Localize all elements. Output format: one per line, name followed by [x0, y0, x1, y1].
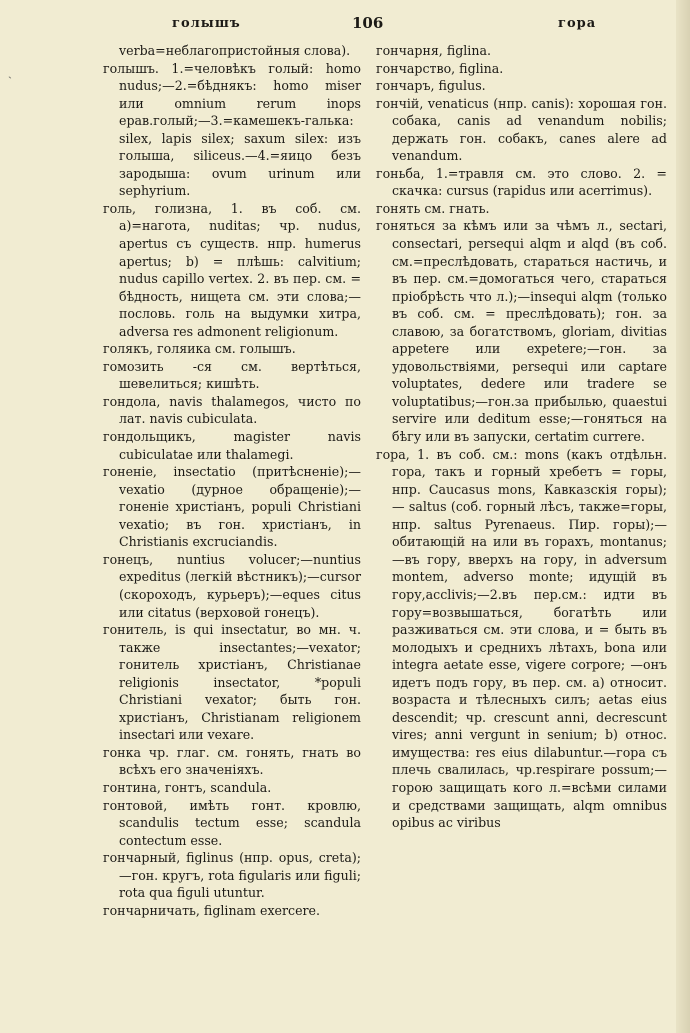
dictionary-entry: голякъ, голяика см. голышъ. [103, 341, 296, 357]
running-head-right: гора [558, 16, 597, 31]
dictionary-entry: гора, 1. въ соб. см.: mons (какъ отдѣльн. гора, такъ и горный хребетъ = горы, нпр. Caucasus mons, Кавказскія горы); — saltus (соб. горный лѣсъ, также=горы, нпр. saltus Pyrenaeus. Пир. горы);—обитающій на или въ горахъ, montanus;—въ гору, вверхъ на гору, in adversum montem, adverso monte; идущій въ гору,acclivis;—2.въ пер.см.: идти въ гору=возвышаться, богатѣть или разживаться см. эти слова, и = быть въ молодыхъ и среднихъ лѣтахъ, bona или integra aetate esse, vigere corpore; —онъ идетъ подъ гору, въ пер. см. a) относит. возраста и тѣлесныхъ силъ; aetas eius descendit; чр. crescunt anni, decrescunt vires; anni vergunt in senium; b) относ. имущества: res eius dilabuntur.—гора съ плечь свалилась, чр.respirare possum;—горою защищать кого л.=всѣми силами и средствами защищать, alqm omnibus opibus ac viribus [376, 446, 667, 831]
dictionary-entry: гоняться за кѣмъ или за чѣмъ л., sectari, consectari, persequi alqm и alqd (въ соб. см.=преслѣдовать, стараться настичь, и въ пер. см.=домогаться чего, стараться пріобрѣсть что л.);—insequi alqm (только въ соб. см. = преслѣдовать); гон. за славою, за богатствомъ, gloriam, divitias appetere или expetere;—гон. за удовольствіями, persequi или captare voluptates, dedere или tradere se voluptatibus;—гон.за прибылью, quaestui servire или deditum esse;—гоняться на бѣгу или въ запуски, certatim currere. [376, 218, 667, 445]
dictionary-entry: гонтина, гонтъ, scandula. [103, 779, 272, 795]
dictionary-entry: гонтовой, имѣть гонт. кровлю, scandulis tectum esse; scandula contectum esse. [103, 797, 361, 848]
dictionary-entry: гончаръ, figulus. [376, 78, 486, 94]
dictionary-entry: голышъ. 1.=человѣкъ голый: homo nudus;—2.=бѣднякъ: homo miser или omnium rerum inops ерав.голый;—3.=камешекъ-галька: silex, lapis silex; saxum silex: изъ голыша, siliceus.—4.=яицо безъ зародыша: ovum urinum или sephyrium. [103, 60, 361, 199]
dictionary-entry: гомозить -ся см. вертѣться, шевелиться; кишѣть. [103, 358, 361, 392]
dictionary-entry: гондола, navis thalamegos, чисто по лат. navis cubiculata. [103, 393, 361, 427]
dictionary-entry: гончарничать, figlinam exercere. [103, 902, 321, 918]
dictionary-entry: гонять см. гнать. [376, 200, 490, 216]
running-head-left: голышъ [172, 16, 241, 31]
margin-mark: ˎ [8, 65, 12, 79]
dictionary-entry: гончій, venaticus (нпр. canis): хорошая гон. собака, canis ad venandum nobilis; держать гон. собакъ, canes alere ad venandum. [376, 95, 667, 164]
left-column [103, 42, 361, 919]
dictionary-entry: гончарство, figlina. [376, 60, 504, 76]
page-number: 106 [352, 14, 384, 32]
dictionary-entry: гончарня, figlina. [376, 43, 491, 58]
dictionary-entry: гоньба, 1.=травля см. это слово. 2. = скачка: cursus (rapidus или acerrimus). [376, 165, 667, 199]
page-edge-shadow [676, 0, 690, 1033]
dictionary-entry: гонецъ, nuntius volucer;—nuntius expeditus (легкій вѣстникъ);—cursor (скороходъ, курьеръ);—eques citus или citatus (верховой гонецъ). [103, 551, 361, 620]
dictionary-entry: гонитель, is qui insectatur, во мн. ч. также insectantes;—vexator; гонитель христіанъ, Christianae religionis insectator, *populi Christiani vexator; быть гон. христіанъ, Christianam religionem insectari или vexare. [103, 622, 361, 743]
dictionary-entry: гоненіе, insectatio (притѣсненіе);—vexatio (дурное обращеніе);—гоненіе христіанъ, populi Christiani vexatio; въ гон. христіанъ, in Christianis excruciandis. [103, 464, 361, 550]
dictionary-entry: гончарный, figlinus (нпр. opus, creta);—гон. кругъ, rota figularis или figuli; rota qua figuli utuntur. [103, 850, 361, 901]
right-column [376, 42, 667, 832]
dictionary-entry: verba=неблагопристойныя слова). [119, 43, 351, 58]
dictionary-entry: гондольщикъ, magister navis cubiculatae или thalamegi. [103, 429, 361, 462]
dictionary-entry: голь, голизна, 1. въ соб. см. a)=нагота, nuditas; чр. nudus, apertus съ существ. нпр. humerus apertus; b) = плѣшь: calvitium; nudus capillo vertex. 2. въ пер. см. = бѣдность, нищета см. эти слова;—пословь. голь на выдумки хитра, adversa res admonent religionum. [103, 200, 361, 339]
dictionary-entry: гонка чр. глаг. см. гонять, гнать во всѣхъ его значеніяхъ. [103, 744, 361, 778]
